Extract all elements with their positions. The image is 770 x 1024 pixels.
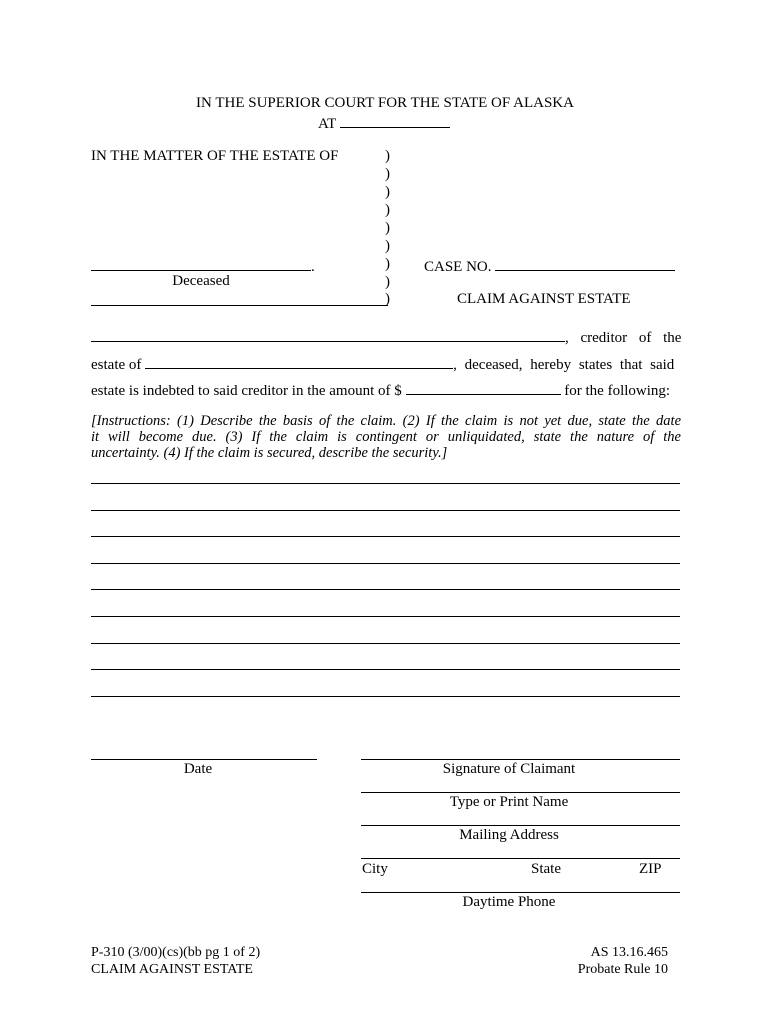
creditor-line — [91, 328, 681, 346]
deceased-label: Deceased — [172, 273, 230, 289]
case-no-label: CASE NO. — [424, 259, 492, 275]
decedent-name-field[interactable] — [91, 257, 311, 271]
creditor-name-field[interactable] — [91, 328, 565, 342]
claim-description-line[interactable] — [91, 643, 680, 644]
signature-label: Signature of Claimant — [442, 761, 576, 777]
court-heading: IN THE SUPERIOR COURT FOR THE STATE OF ALASKA — [196, 95, 574, 111]
signature-field[interactable] — [361, 759, 680, 760]
claim-description-line[interactable] — [91, 669, 680, 670]
caption-paren: ) — [385, 166, 390, 182]
indebted-text: estate is indebted to said creditor in the amount of $ — [91, 383, 402, 399]
claim-description-line[interactable] — [91, 696, 680, 697]
claim-description-line[interactable] — [91, 563, 680, 564]
instructions-line: it will become due. (3) If the claim is contingent or unliquidated, state the nature of the — [91, 429, 681, 445]
city-label: City — [362, 861, 388, 877]
print-name-field[interactable] — [361, 792, 680, 793]
claim-description-line[interactable] — [91, 510, 680, 511]
instructions — [91, 413, 681, 461]
at-label: AT — [318, 116, 337, 132]
case-no-line — [424, 257, 675, 275]
deceased-states-text: , deceased, hereby states that said — [453, 357, 675, 373]
matter-label: IN THE MATTER OF THE ESTATE OF — [91, 148, 339, 164]
estate-name-field[interactable] — [145, 355, 453, 369]
caption-paren: ) — [385, 202, 390, 218]
at-line — [318, 114, 450, 132]
daytime-phone-label: Daytime Phone — [462, 894, 556, 910]
caption-paren: ) — [385, 184, 390, 200]
estate-of-label: estate of — [91, 357, 142, 373]
caption-paren: ) — [385, 220, 390, 236]
daytime-phone-field[interactable] — [361, 892, 680, 893]
estate-of-line — [91, 355, 674, 373]
caption-bottom-line — [91, 305, 388, 306]
mailing-address-field[interactable] — [361, 825, 680, 826]
for-following-text: for the following: — [564, 383, 671, 399]
instructions-line: uncertainty. (4) If the claim is secured, describe the security.] — [91, 445, 448, 461]
claim-description-line[interactable] — [91, 536, 680, 537]
caption-paren: ) — [385, 256, 390, 272]
case-no-field[interactable] — [495, 257, 675, 271]
city-state-zip-field[interactable] — [361, 858, 680, 859]
zip-label: ZIP — [639, 861, 662, 877]
statute-reference: AS 13.16.465 — [590, 945, 668, 960]
caption-paren: ) — [385, 238, 390, 254]
date-field[interactable] — [91, 759, 317, 760]
creditor-of-text: , creditor of the — [565, 330, 682, 346]
date-label: Date — [183, 761, 213, 777]
form-id: P-310 (3/00)(cs)(bb pg 1 of 2) — [91, 945, 261, 960]
caption-paren: ) — [385, 291, 390, 307]
amount-field[interactable] — [406, 381, 561, 395]
decedent-period: . — [311, 259, 315, 275]
caption-paren: ) — [385, 274, 390, 290]
instructions-line: [Instructions: (1) Describe the basis of the claim. (2) If the claim is not yet due, state the date — [91, 413, 681, 429]
mailing-address-label: Mailing Address — [459, 827, 559, 843]
form-title-footer: CLAIM AGAINST ESTATE — [91, 962, 253, 977]
claim-description-line[interactable] — [91, 483, 680, 484]
claim-description-line[interactable] — [91, 589, 680, 590]
document-title: CLAIM AGAINST ESTATE — [457, 291, 631, 307]
state-label: State — [531, 861, 561, 877]
print-name-label: Type or Print Name — [449, 794, 569, 810]
caption-paren: ) — [385, 148, 390, 164]
court-location-field[interactable] — [340, 114, 450, 128]
probate-rule: Probate Rule 10 — [577, 962, 668, 977]
claim-description-line[interactable] — [91, 616, 680, 617]
amount-line — [91, 381, 670, 399]
